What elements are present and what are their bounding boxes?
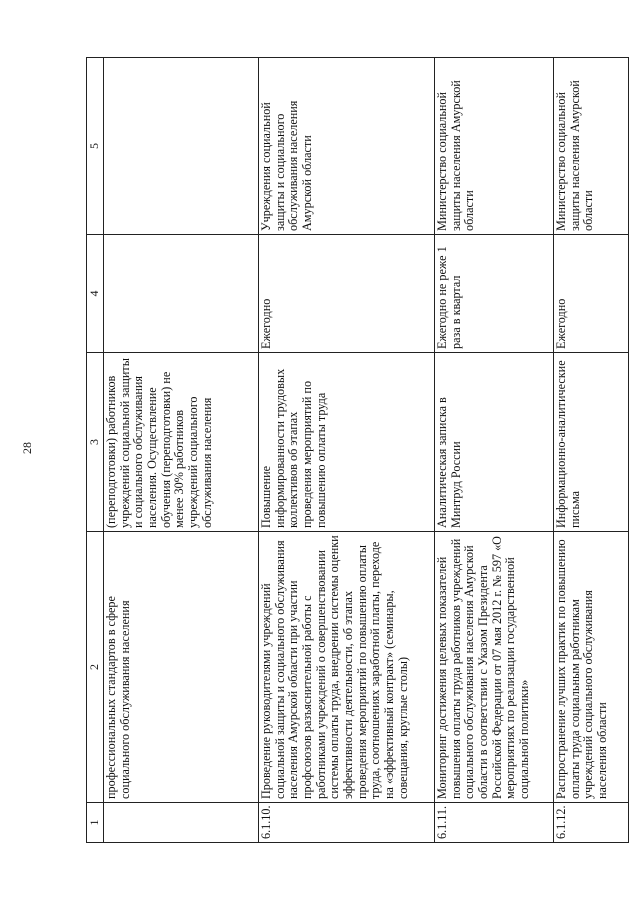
table-row xyxy=(259,58,435,843)
table-row xyxy=(435,58,554,843)
row-event: Распространение лучших практик по повышению оплаты труда социальным работникам учреждений социального обслуживания населения области xyxy=(554,532,629,803)
page-number: 28 xyxy=(20,442,34,454)
row-event: Мониторинг достижения целевых показателей повышения оплаты труда работников учреждений социального обслуживания населения Амурской области в соответствии с Указом Президента Российской Федерации от 07 мая 2012 г. № 597 «О мероприятиях по реализации государственной социальной политики» xyxy=(435,532,554,803)
measures-table xyxy=(86,57,629,843)
row-term: Ежегодно xyxy=(554,235,629,353)
table-header xyxy=(87,58,104,843)
row-responsible xyxy=(104,58,259,235)
row-number: 6.1.10. xyxy=(259,803,435,843)
row-number xyxy=(104,803,259,843)
table-row xyxy=(554,58,629,843)
row-event: Проведение руководителями учреждений социальной защиты и социального обслуживания населения Амурской области при участии профсоюзов разъяснительной работы с работниками учреждений о совершенствовании системы оплаты труда, внедрении системы оценки эффективности деятельности, об этапах проведения мероприятий по повышению оплаты труда, соотношениях заработной платы, переходе на «эффективный контракт» (семинары, совещания, круглые столы) xyxy=(259,532,435,803)
row-result: (переподготовки) работников учреждений социальной защиты и социального обслуживания населения. Осуществление обучения (переподготовки) не менее 30% работников учреждений социального обслуживания населения xyxy=(104,353,259,532)
row-responsible: Министерство социальной защиты населения Амурской области xyxy=(554,58,629,235)
table-body xyxy=(104,58,629,843)
row-result: Информационно-аналитические письма xyxy=(554,353,629,532)
header-col-4: 4 xyxy=(87,235,104,353)
header-col-1: 1 xyxy=(87,803,104,843)
header-col-5: 5 xyxy=(87,58,104,235)
row-result: Аналитическая записка в Минтруд России xyxy=(435,353,554,532)
row-event: профессиональных стандартов в сфере социального обслуживания населения xyxy=(104,532,259,803)
rotated-table-wrapper xyxy=(86,63,616,843)
row-term: Ежегодно xyxy=(259,235,435,353)
header-row xyxy=(87,58,104,843)
row-number: 6.1.11. xyxy=(435,803,554,843)
header-col-3: 3 xyxy=(87,353,104,532)
row-number: 6.1.12. xyxy=(554,803,629,843)
row-result: Повышение информированности трудовых коллективов об этапах проведения мероприятий по повышению оплаты труда xyxy=(259,353,435,532)
header-col-2: 2 xyxy=(87,532,104,803)
row-responsible: Министерство социальной защиты населения Амурской области xyxy=(435,58,554,235)
row-responsible: Учреждения социальной защиты и социального обслуживания населения Амурской области xyxy=(259,58,435,235)
table-row xyxy=(104,58,259,843)
row-term xyxy=(104,235,259,353)
row-term: Ежегодно не реже 1 раза в квартал xyxy=(435,235,554,353)
